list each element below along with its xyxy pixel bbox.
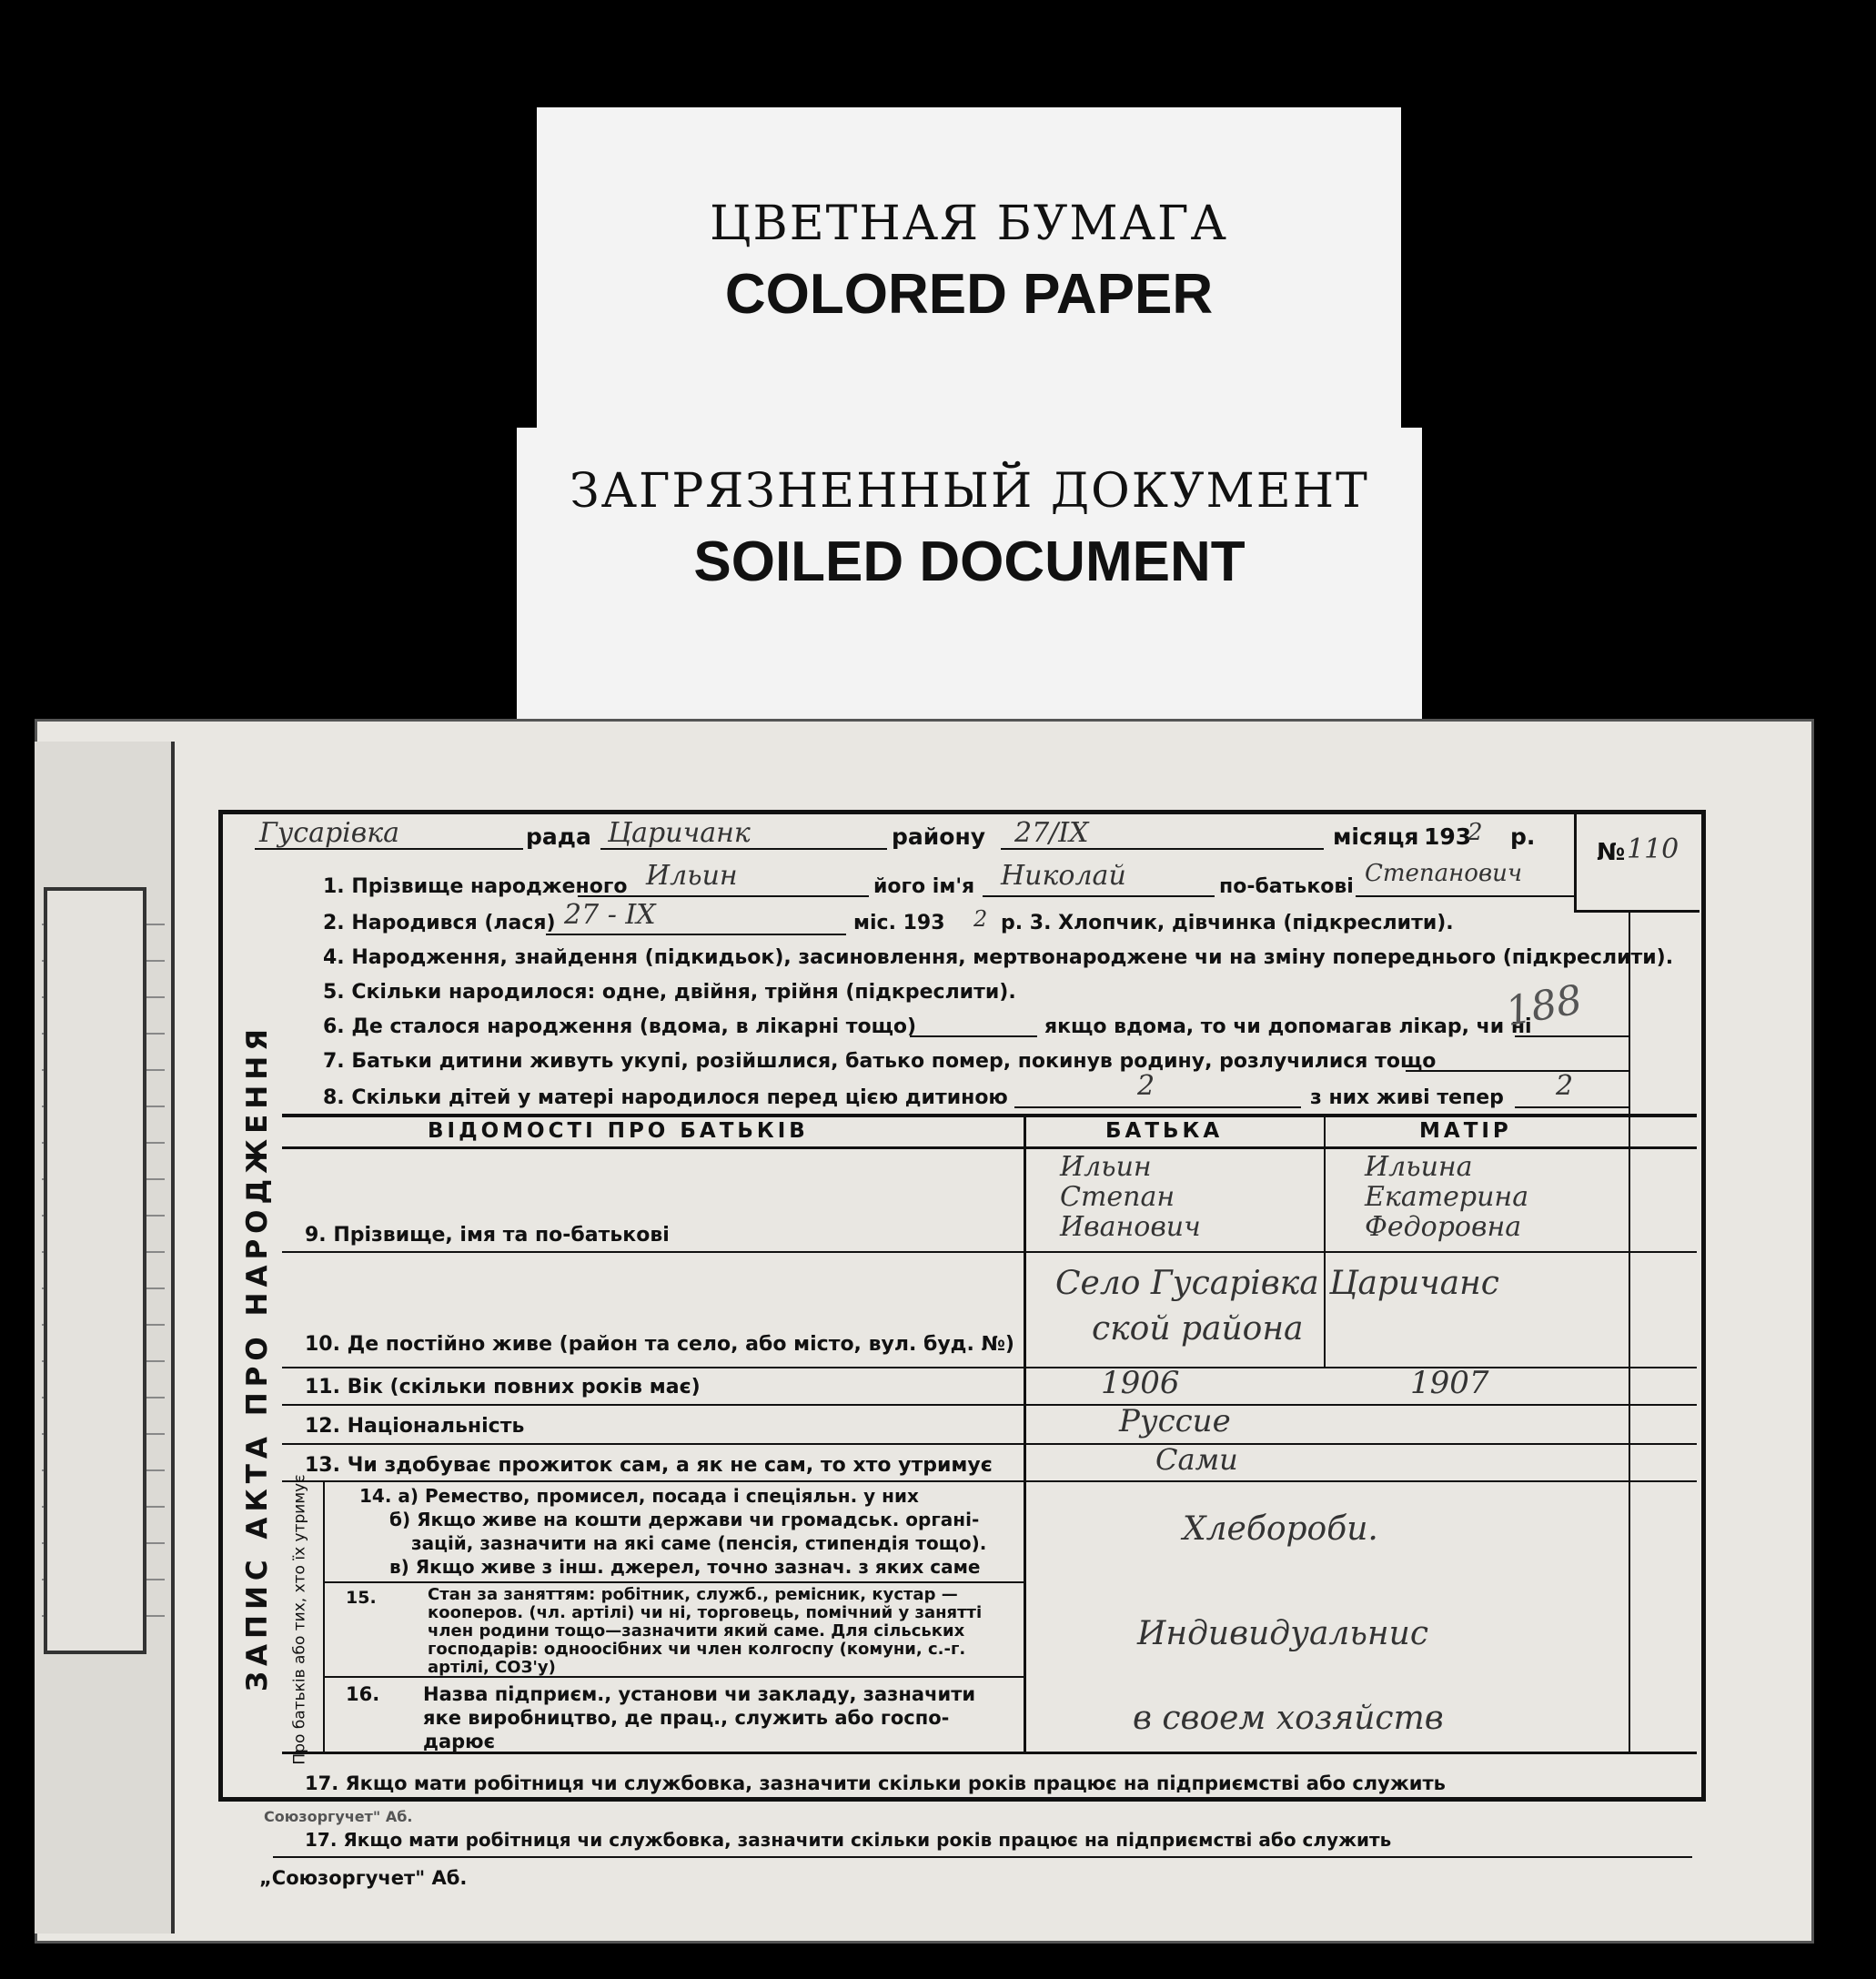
r11-mother-year: 1907 — [1410, 1365, 1489, 1401]
r5-text: 5. Скільки народилося: одне, двійня, трійня (підкреслити). — [323, 981, 1016, 1004]
year-value: 2 — [1468, 819, 1483, 846]
notice-en-text: SOILED DOCUMENT — [693, 530, 1246, 593]
r10-label: 10. Де постійно живе (район та село, або місто, вул. буд. №) — [305, 1333, 1014, 1356]
r15-number: 15. — [346, 1588, 377, 1608]
r8-count: 2 — [1137, 1070, 1155, 1102]
r6-label: 6. Де сталося народження (вдома, в лікарні тощо) — [323, 1015, 917, 1038]
colored-paper-notice — [537, 107, 1401, 444]
r8-mid: з них живі тепер — [1310, 1086, 1504, 1109]
r15-line-4: господарів: одноосібних чи член колгоспу (комуни, с.-г. — [428, 1640, 966, 1659]
r15-line-3: член родини тощо—зазначити який саме. Для сільських — [428, 1621, 965, 1641]
form-publisher: Союзоргучет" Аб. — [264, 1808, 413, 1825]
r2-label: 2. Народився (лася) — [323, 912, 556, 934]
r16-line-1: Назва підприєм., установи чи закладу, зазначити — [423, 1683, 976, 1705]
r8-alive: 2 — [1556, 1070, 1574, 1102]
r16-line-3: дарює — [423, 1731, 496, 1752]
r12-nationality: Руссие — [1119, 1403, 1231, 1439]
r8-label: 8. Скільки дітей у матері народилося перед цією дитиною — [323, 1086, 1008, 1109]
under-publisher: „Союзоргучет" Аб. — [259, 1867, 468, 1889]
r12-label: 12. Національність — [305, 1415, 525, 1438]
rada-label: рада — [526, 823, 591, 850]
notice-en-text: COLORED PAPER — [724, 263, 1214, 326]
record-number: 110 — [1627, 833, 1679, 865]
r15-line-1: Стан за заняттям: робітник, служб., ремісник, кустар — — [428, 1585, 958, 1604]
date-value: 27/IX — [1014, 817, 1089, 849]
r2-mid: міс. 193 — [853, 912, 945, 934]
col-info-header: ВІДОМОСТІ ПРО БАТЬКІВ — [428, 1119, 809, 1143]
r11-father-year: 1906 — [1101, 1365, 1180, 1401]
r1-patr-label: по-батькові — [1219, 875, 1354, 898]
r13-label: 13. Чи здобуває прожиток сам, а як не сам, то хто утримує — [305, 1454, 993, 1477]
col-father-header: БАТЬКА — [1105, 1119, 1224, 1143]
parents-side-note: Про батьків або тих, хто їх утримує — [291, 1474, 309, 1765]
r15-status: Индивидуальнис — [1137, 1615, 1428, 1652]
notice-ru-text: ЗАГРЯЗНЕННЫЙ ДОКУМЕНТ — [570, 464, 1369, 519]
number-label: № — [1597, 839, 1626, 866]
r16-number: 16. — [346, 1683, 380, 1705]
table-top-rule — [282, 1114, 1697, 1117]
r9-label: 9. Прізвище, імя та по-батькові — [305, 1224, 670, 1247]
rada-value: Гусарівка — [259, 817, 400, 849]
under-r17-text: 17. Якщо мати робітниця чи службовка, зазначити скільки років працює на підприємстві або служить — [305, 1829, 1392, 1851]
r6-rest: якщо вдома, то чи допомагав лікар, чи ні — [1044, 1015, 1532, 1038]
soiled-document-notice — [517, 428, 1422, 742]
col-mother-header: МАТІР — [1419, 1119, 1512, 1143]
r1-name-label: його ім'я — [873, 875, 975, 898]
r14b-text-1: б) Якщо живе на кошти держави чи громадськ. органі- — [389, 1509, 980, 1530]
r4-text: 4. Народження, знайдення (підкидьок), засиновлення, мертвонароджене чи на зміну попереднього (підкреслити). — [323, 946, 1674, 969]
r2-date: 27 - IX — [564, 899, 656, 931]
r2-year: 2 — [973, 906, 988, 932]
r16-workplace: в своем хозяйств — [1133, 1700, 1444, 1737]
r15-line-2: кооперов. (чл. артілі) чи ні, торговець, помічний у занятті — [428, 1603, 983, 1622]
month-label: місяця — [1333, 823, 1419, 850]
r6-margin-note: 188 — [1502, 976, 1586, 1035]
rayon-value: Царичанк — [608, 817, 751, 849]
r7-text: 7. Батьки дитини живуть укупі, розійшлися, батько помер, покинув родину, розлучилися тощо — [323, 1050, 1437, 1073]
r10-address-line2: ской района — [1092, 1310, 1304, 1348]
r1-patronymic: Степанович — [1365, 860, 1523, 887]
r14b-text-2: зацій, зазначити на які саме (пенсія, стипендія тощо). — [411, 1532, 987, 1554]
binding-frame — [44, 887, 146, 1654]
notice-ru-text: ЦВЕТНАЯ БУМАГА — [710, 197, 1228, 251]
r11-label: 11. Вік (скільки повних років має) — [305, 1376, 701, 1398]
r17-text: 17. Якщо мати робітниця чи службовка, зазначити скільки років працює на підприємстві або служить — [305, 1772, 1446, 1794]
r16-line-2: яке виробництво, де прац., служить або госпо- — [423, 1707, 950, 1729]
rayon-label: району — [892, 823, 986, 850]
r1-name: Николай — [1001, 860, 1126, 892]
r9-father-patronymic: Иванович — [1060, 1211, 1201, 1243]
r10-address-line1: Село Гусарівка Царичанс — [1055, 1265, 1499, 1302]
r9-father-name: Степан — [1060, 1181, 1175, 1213]
form-side-title: ЗАПИС АКТА ПРО НАРОДЖЕННЯ — [241, 1023, 274, 1692]
r14c-text: в) Якщо живе з інш. джерел, точно зазнач. з яких саме — [389, 1556, 981, 1578]
r9-mother-surname: Ильина — [1365, 1151, 1473, 1183]
r9-mother-patronymic: Федоровна — [1365, 1211, 1522, 1243]
year-label: 193 — [1424, 823, 1472, 850]
r9-father-surname: Ильин — [1060, 1151, 1152, 1183]
r14a-text: 14. а) Ремество, промисел, посада і спеціяльн. у них — [359, 1485, 919, 1507]
r14-occupation: Хлебороби. — [1183, 1510, 1378, 1548]
r9-mother-name: Екатерина — [1365, 1181, 1529, 1213]
r2-rest: р. 3. Хлопчик, дівчинка (підкреслити). — [1001, 912, 1454, 934]
r1-surname: Ильин — [646, 860, 738, 892]
r15-line-5: артілі, СОЗ'у) — [428, 1658, 556, 1677]
year-suffix: р. — [1510, 823, 1536, 850]
record-number-box — [1574, 810, 1699, 913]
r13-support: Сами — [1155, 1442, 1238, 1477]
r1-label: 1. Прізвище народженого — [323, 875, 628, 898]
